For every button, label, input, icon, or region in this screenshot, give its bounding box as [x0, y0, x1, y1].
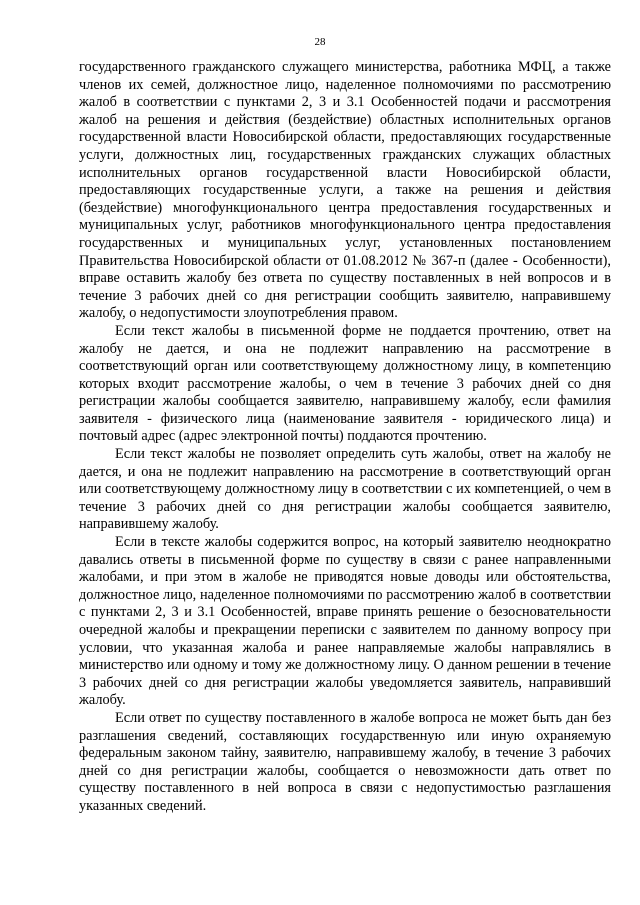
document-body	[79, 59, 611, 816]
page-number: 28	[314, 36, 326, 48]
paragraph-secret-information: Если ответ по существу поставленного в жалобе вопроса не может быть дан без разглашения сведений, составляющих государственную или иную охраняемую федеральным законом тайну, заявителю, направившему жалобу, в течение 3 рабочих дней со дня регистрации жалобы, сообщается о невозможности дать ответ по существу поставленного в ней вопроса в связи с недопустимостью разглашения указанных сведений.	[79, 709, 611, 814]
paragraph-repeated-question: Если в тексте жалобы содержится вопрос, на который заявителю неоднократно давались ответы в письменной форме по существу в связи с ранее направленными жалобами, и при этом в жалобе не приводятся новые доводы или обстоятельства, должностное лицо, наделенное полномочиями по рассмотрению жалоб в соответствии с пунктами 2, 3 и 3.1 Особенностей, вправе принять решение о безосновательности очередной жалобы и прекращении переписки с заявителем по данному вопросу при условии, что указанная жалоба и ранее направляемые жалобы направлялись в министерство или одному и тому же должностному лицу. О данном решении в течение 3 рабочих дней со дня регистрации жалобы уведомляется заявитель, направивший жалобу.	[79, 534, 611, 709]
paragraph-undefined-essence: Если текст жалобы не позволяет определить суть жалобы, ответ на жалобу не дается, и она не подлежит направлению на рассмотрение в соответствующий орган или соответствующему должностному лицу в соответствии с их компетенцией, о чем в течение 3 рабочих дней со дня регистрации жалобы сообщается заявителю, направившему жалобу.	[79, 446, 611, 533]
paragraph-unreadable-text: Если текст жалобы в письменной форме не поддается прочтению, ответ на жалобу не дается, и она не подлежит направлению на рассмотрение в соответствующий орган или соответствующему должностному лицу, в компетенцию которых входит рассмотрение жалобы, о чем в течение 3 рабочих дней со дня регистрации жалобы сообщается заявителю, направившему жалобу, если фамилия заявителя - физического лица (наименование заявителя - юридического лица) и почтовый адрес (адрес электронной почты) поддаются прочтению.	[79, 322, 611, 445]
paragraph-continuation: государственного гражданского служащего министерства, работника МФЦ, а также членов их семей, должностное лицо, наделенное полномочиями по рассмотрению жалоб в соответствии с пунктами 2, 3 и 3.1 Особенностей подачи и рассмотрения жалоб на решения и действия (бездействие) областных исполнительных органов государственной власти Новосибирской области, предоставляющих государственные услуги, должностных лиц, государственных гражданских служащих областных исполнительных органов государственной власти Новосибирской области, предоставляющих государственные услуги, а также на решения и действия (бездействие) многофункционального центра предоставления государственных и муниципальных услуг, работников многофункционального центра предоставления государственных и муниципальных услуг, установленных постановлением Правительства Новосибирской области от 01.08.2012 № 367-п (далее - Особенности), вправе оставить жалобу без ответа по существу поставленных в ней вопросов и в течение 3 рабочих дней со дня регистрации сообщить заявителю, направившему жалобу, о недопустимости злоупотребления правом.	[79, 59, 611, 322]
